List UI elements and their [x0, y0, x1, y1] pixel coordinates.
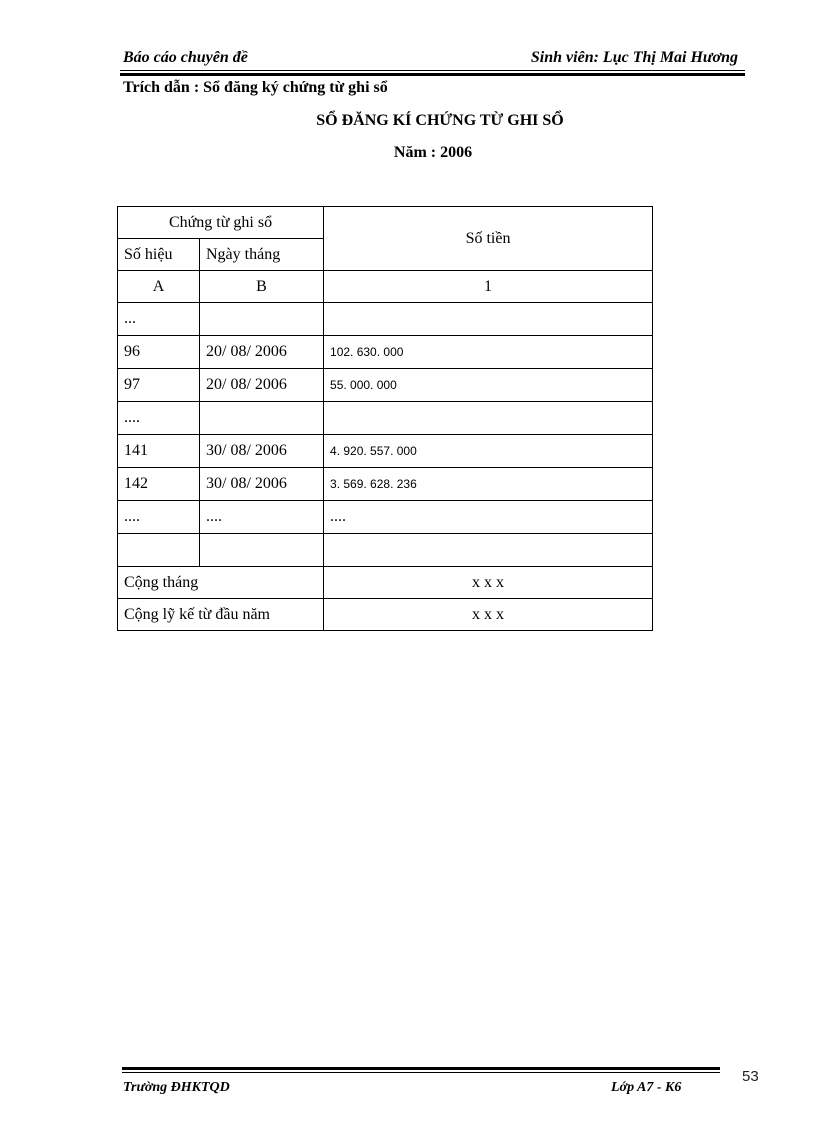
- document-year: Năm : 2006: [393, 144, 473, 161]
- footer-class: Lớp A7 - K6: [611, 1080, 682, 1095]
- code-a-cell: A: [118, 271, 200, 303]
- page-number: 53: [742, 1068, 759, 1085]
- footer-rule-thick: [122, 1067, 720, 1070]
- amount-header-cell: Số tiền: [324, 207, 653, 271]
- amount-cell: [324, 402, 653, 435]
- ytd-total-label: Cộng lỹ kế từ đầu năm: [118, 599, 324, 631]
- date-cell: 20/ 08/ 2006: [200, 336, 324, 369]
- date-cell: ....: [200, 501, 324, 534]
- column-code-row: [118, 271, 653, 303]
- amount-cell: ....: [324, 501, 653, 534]
- amount-cell: 55. 000. 000: [324, 369, 653, 402]
- number-cell: ....: [118, 501, 200, 534]
- amount-cell: [324, 303, 653, 336]
- table-row: [118, 468, 653, 501]
- register-table: [117, 206, 653, 631]
- table-row: [118, 435, 653, 468]
- table-row: [118, 534, 653, 567]
- table-row: [118, 303, 653, 336]
- amount-cell: 3. 569. 628. 236: [324, 468, 653, 501]
- number-cell: ...: [118, 303, 200, 336]
- header-student-name: Sinh viên: Lục Thị Mai Hương: [530, 49, 738, 66]
- code-b-cell: B: [200, 271, 324, 303]
- date-cell: 30/ 08/ 2006: [200, 435, 324, 468]
- ytd-total-value: x x x: [324, 599, 653, 631]
- amount-cell: 102. 630. 000: [324, 336, 653, 369]
- document-title: SỔ ĐĂNG KÍ CHỨNG TỪ GHI SỔ: [316, 112, 564, 129]
- number-cell: 141: [118, 435, 200, 468]
- number-cell: 96: [118, 336, 200, 369]
- amount-cell: [324, 534, 653, 567]
- table-row: [118, 369, 653, 402]
- number-cell: ....: [118, 402, 200, 435]
- number-cell: [118, 534, 200, 567]
- footer-rule-thin: [122, 1072, 720, 1073]
- ytd-total-row: [118, 599, 653, 631]
- table-header-row: [118, 207, 653, 239]
- citation-line: Trích dẫn : Sổ đăng ký chứng từ ghi sổ: [123, 79, 388, 96]
- date-cell: 20/ 08/ 2006: [200, 369, 324, 402]
- table-row: [118, 402, 653, 435]
- header-rule-thick: [120, 73, 745, 76]
- table-row: [118, 336, 653, 369]
- header-report-title: Báo cáo chuyên đề: [123, 49, 248, 66]
- footer-school: Trường ĐHKTQD: [123, 1080, 230, 1095]
- date-cell: [200, 534, 324, 567]
- date-cell: 30/ 08/ 2006: [200, 468, 324, 501]
- number-cell: 97: [118, 369, 200, 402]
- month-total-row: [118, 567, 653, 599]
- month-total-label: Cộng tháng: [118, 567, 324, 599]
- header-rule-thin: [120, 70, 745, 71]
- date-cell: [200, 402, 324, 435]
- date-cell: [200, 303, 324, 336]
- group-header-cell: Chứng từ ghi sổ: [118, 207, 324, 239]
- number-header-cell: Số hiệu: [118, 239, 200, 271]
- amount-cell: 4. 920. 557. 000: [324, 435, 653, 468]
- month-total-value: x x x: [324, 567, 653, 599]
- number-cell: 142: [118, 468, 200, 501]
- code-1-cell: 1: [324, 271, 653, 303]
- date-header-cell: Ngày tháng: [200, 239, 324, 271]
- table-row: [118, 501, 653, 534]
